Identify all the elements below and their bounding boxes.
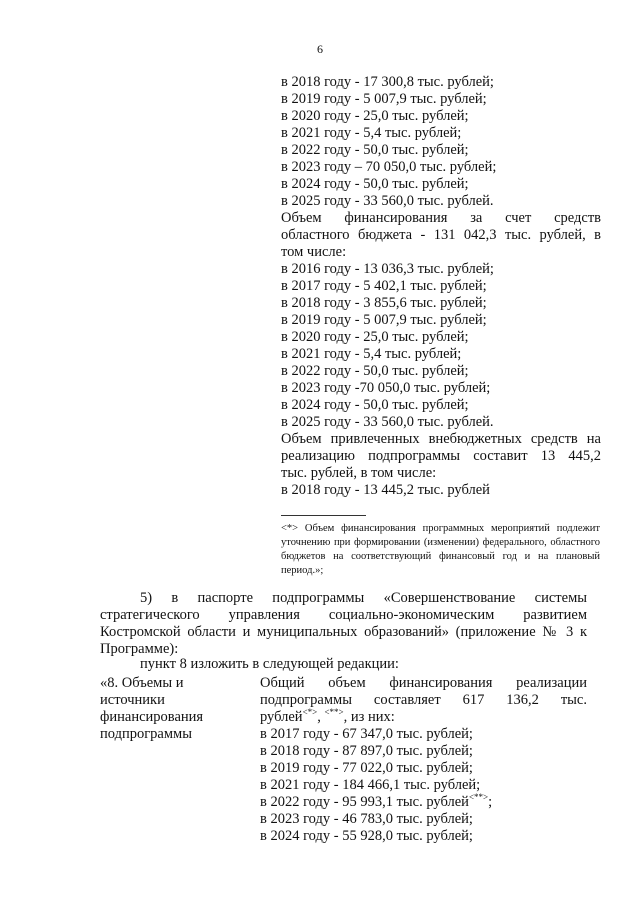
funding-line: в 2018 году - 87 897,0 тыс. рублей; <box>260 743 473 759</box>
funding-line: в 2016 году - 13 036,3 тыс. рублей; <box>281 261 494 277</box>
funding-2022-end: ; <box>488 794 493 810</box>
footnote-ref-1: <*> <box>302 707 318 718</box>
funding-column <box>281 74 601 499</box>
footnote-divider <box>281 515 366 516</box>
funding-line: в 2024 году - 50,0 тыс. рублей; <box>281 176 469 192</box>
total-funding-line: Общий объем финансирования реализации <box>260 675 587 691</box>
funding-line: в 2023 году -70 050,0 тыс. рублей; <box>281 380 491 396</box>
regional-budget-intro: областного бюджета - 131 042,3 тыс. рублей, в <box>281 227 601 243</box>
total-funding-tail-text: рублей <box>260 709 303 725</box>
regional-budget-intro: Объем финансирования за счет средств <box>281 210 601 226</box>
total-funding-tail <box>260 709 587 726</box>
funding-line: в 2020 году - 25,0 тыс. рублей; <box>281 108 469 124</box>
section-8-label-line: «8. Объемы и <box>100 675 184 691</box>
funding-line: в 2025 году - 33 560,0 тыс. рублей. <box>281 414 494 430</box>
funding-line: в 2018 году - 13 445,2 тыс. рублей <box>281 482 490 498</box>
funding-line: в 2025 году - 33 560,0 тыс. рублей. <box>281 193 494 209</box>
total-funding-line: подпрограммы составляет 617 136,2 тыс. <box>260 692 587 708</box>
extra-budget-intro: реализацию подпрограммы составит 13 445,2 <box>281 448 601 464</box>
extra-budget-intro: тыс. рублей, в том числе: <box>281 465 437 481</box>
funding-line: в 2022 году - 50,0 тыс. рублей; <box>281 142 469 158</box>
funding-line: в 2022 году - 50,0 тыс. рублей; <box>281 363 469 379</box>
extra-budget-intro: Объем привлеченных внебюджетных средств на <box>281 431 601 447</box>
funding-line: в 2019 году - 5 007,9 тыс. рублей; <box>281 91 487 107</box>
funding-line-2022 <box>260 794 587 811</box>
funding-line: в 2018 году - 17 300,8 тыс. рублей; <box>281 74 494 90</box>
funding-line: в 2021 году - 184 466,1 тыс. рублей; <box>260 777 481 793</box>
section-8-label-line: источники <box>100 692 165 708</box>
funding-line: в 2021 году - 5,4 тыс. рублей; <box>281 125 462 141</box>
funding-line: в 2018 году - 3 855,6 тыс. рублей; <box>281 295 487 311</box>
footnote: <*> Объем финансирования программных мероприятий подлежит уточнению при формировании (изменении) федерального, областного бюджетов на соответствующий финансовый год и на плановый период.»; <box>281 523 600 576</box>
funding-line: в 2023 году - 46 783,0 тыс. рублей; <box>260 811 473 827</box>
footnote-ref-2: <**> <box>324 707 344 718</box>
regional-budget-intro: том числе: <box>281 244 347 260</box>
funding-line: в 2021 году - 5,4 тыс. рублей; <box>281 346 462 362</box>
funding-2022-text: в 2022 году - 95 993,1 тыс. рублей <box>260 794 469 810</box>
funding-line: в 2017 году - 67 347,0 тыс. рублей; <box>260 726 473 742</box>
funding-line: в 2024 году - 50,0 тыс. рублей; <box>281 397 469 413</box>
footnote-ref-2022: <**> <box>468 792 489 803</box>
punkt-8-instruction: пункт 8 изложить в следующей редакции: <box>140 656 399 672</box>
funding-line: в 2023 году – 70 050,0 тыс. рублей; <box>281 159 497 175</box>
funding-line: в 2019 году - 5 007,9 тыс. рублей; <box>281 312 487 328</box>
funding-line: в 2019 году - 77 022,0 тыс. рублей; <box>260 760 473 776</box>
total-funding-end: , из них: <box>343 709 395 725</box>
paragraph-5 <box>100 590 587 658</box>
paragraph-5-text: 5) в паспорте подпрограммы «Совершенствование системы стратегического управления социально-экономическим развитием Костромской области и муниципальных образований» (приложение № 3 к Программе): <box>100 590 587 657</box>
section-8-label-line: финансирования <box>100 709 204 725</box>
section-8-funding <box>260 675 587 845</box>
section-8-label <box>100 675 240 743</box>
separator: , <box>317 709 325 725</box>
funding-line: в 2020 году - 25,0 тыс. рублей; <box>281 329 469 345</box>
funding-line: в 2017 году - 5 402,1 тыс. рублей; <box>281 278 487 294</box>
funding-line: в 2024 году - 55 928,0 тыс. рублей; <box>260 828 473 844</box>
page-number: 6 <box>317 42 323 56</box>
section-8-label-line: подпрограммы <box>100 726 192 742</box>
